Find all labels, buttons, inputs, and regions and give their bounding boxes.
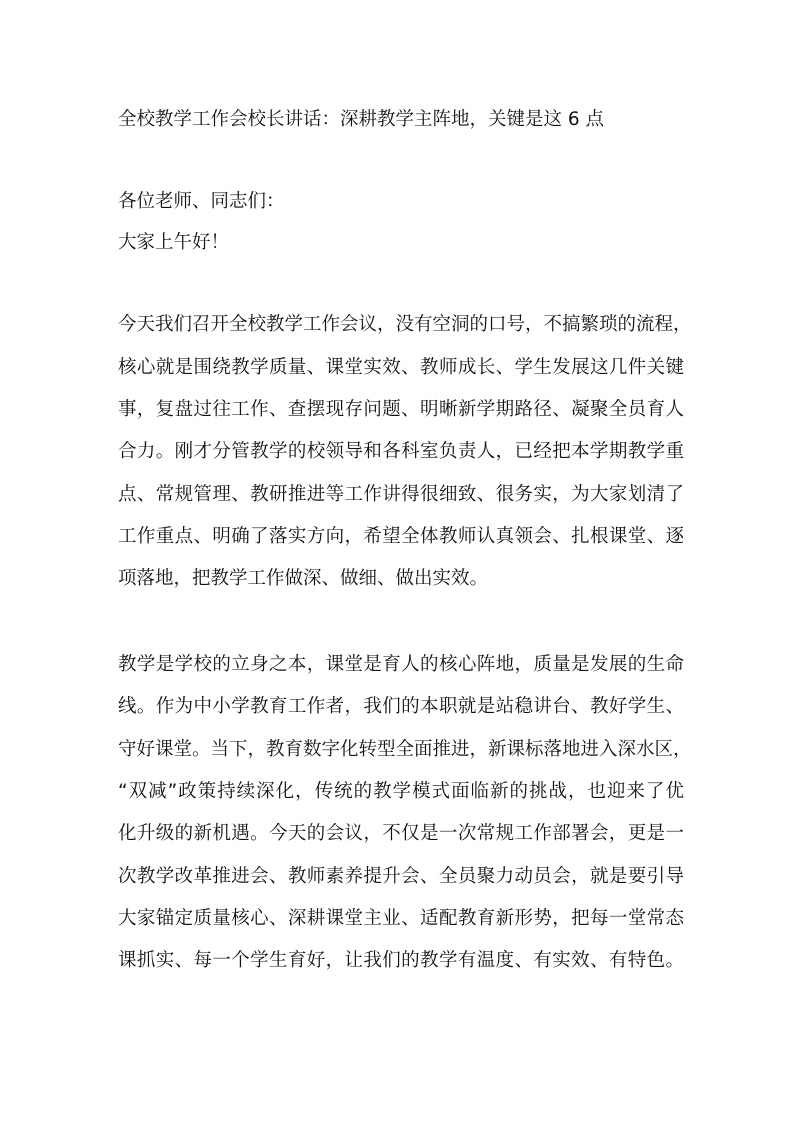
paragraph-line: 点、常规管理、教研推进等工作讲得很细致、很务实，为大家划清了 [118, 484, 684, 505]
paragraph-line: “双减”政策持续深化，传统的教学模式面临新的挑战，也迎来了优 [118, 781, 684, 802]
paragraph-line: 线。作为中小学教育工作者，我们的本职就是站稳讲台、教好学生、 [118, 696, 684, 717]
paragraph-line: 大家锚定质量核心、深耕课堂主业、适配教育新形势，把每一堂常态 [118, 908, 684, 929]
paragraph-line: 合力。刚才分管教学的校领导和各科室负责人，已经把本学期教学重 [118, 441, 684, 462]
paragraph-line: 事，复盘过往工作、查摆现存问题、明晰新学期路径、凝聚全员育人 [118, 399, 684, 420]
document-title: 全校教学工作会校长讲话：深耕教学主阵地，关键是这 6 点 [118, 109, 605, 130]
paragraph-line: 工作重点、明确了落实方向，希望全体教师认真领会、扎根课堂、逐 [118, 526, 684, 547]
paragraph-line: 次教学改革推进会、教师素养提升会、全员聚力动员会，就是要引导 [118, 866, 684, 887]
paragraph-line: 今天我们召开全校教学工作会议，没有空洞的口号，不搞繁琐的流程， [118, 314, 692, 335]
salutation: 各位老师、同志们： [118, 191, 285, 212]
paragraph-line: 化升级的新机遇。今天的会议，不仅是一次常规工作部署会，更是一 [118, 823, 684, 844]
paragraph-line: 守好课堂。当下，教育数字化转型全面推进，新课标落地进入深水区， [118, 739, 692, 760]
paragraph-line: 教学是学校的立身之本，课堂是育人的核心阵地，质量是发展的生命 [118, 654, 684, 675]
paragraph-line: 核心就是围绕教学质量、课堂实效、教师成长、学生发展这几件关键 [118, 357, 684, 378]
greeting: 大家上午好！ [118, 232, 230, 253]
paragraph-line: 项落地，把教学工作做深、做细、做出实效。 [118, 568, 489, 589]
paragraph-line: 课抓实、每一个学生育好，让我们的教学有温度、有实效、有特色。 [118, 950, 684, 971]
